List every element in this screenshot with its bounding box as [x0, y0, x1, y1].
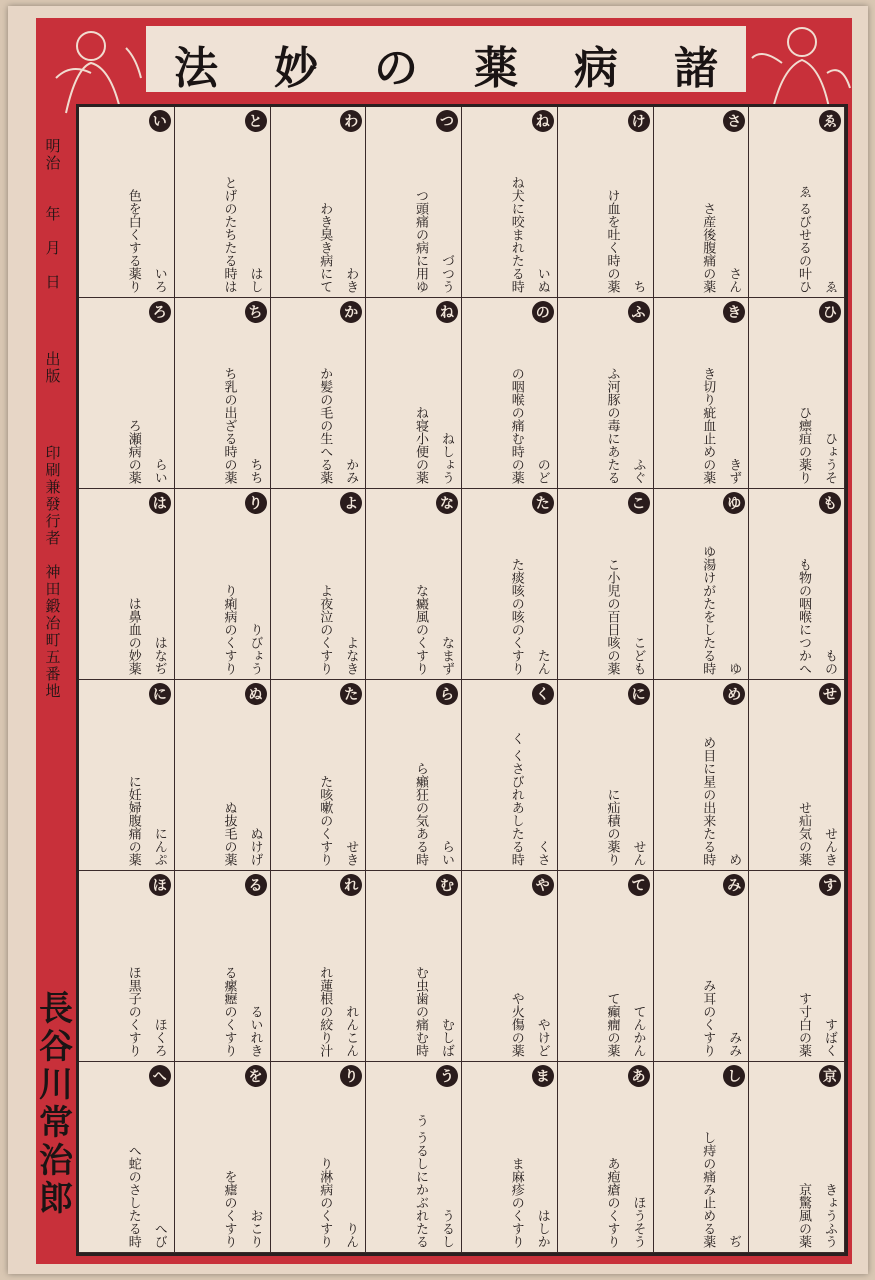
- remedy-text: む虫歯の痛む時: [413, 966, 428, 1057]
- remedy-furigana: いろ: [151, 267, 167, 293]
- remedy-furigana: ほくろ: [151, 1018, 167, 1057]
- remedy-cell: [558, 871, 654, 1062]
- remedy-cell: [366, 489, 462, 680]
- remedy-furigana: わき: [343, 267, 359, 293]
- remedy-cell: [175, 107, 271, 298]
- remedy-furigana: おこり: [247, 1209, 263, 1248]
- poster-sheet: [8, 6, 868, 1274]
- iroha-index-badge: ろ: [149, 301, 171, 323]
- remedy-text: ひ瘭疽の薬り: [796, 406, 811, 484]
- remedy-furigana: きょうふう: [822, 1183, 837, 1248]
- remedy-text: あ疱瘡のくすり: [604, 1157, 620, 1248]
- remedy-furigana: たん: [534, 649, 550, 675]
- remedy-cell: [366, 107, 462, 298]
- cherub-illustration-left: [36, 18, 146, 118]
- iroha-index-badge: む: [436, 874, 458, 896]
- remedy-cell: [654, 871, 750, 1062]
- remedy-text: や火傷の薬: [508, 992, 524, 1057]
- remedy-furigana: せき: [343, 840, 359, 866]
- remedy-cell: [271, 871, 367, 1062]
- iroha-index-badge: に: [628, 683, 650, 705]
- iroha-index-badge: ぬ: [245, 683, 267, 705]
- remedy-furigana: ぬけげ: [247, 827, 263, 866]
- remedy-text: ね犬に咬まれたる時: [508, 176, 524, 293]
- iroha-index-badge: ち: [245, 301, 267, 323]
- remedy-text: う うるしにかぶれたる: [413, 1113, 428, 1248]
- iroha-index-badge: た: [340, 683, 362, 705]
- remedy-text: さ産後腹痛の薬: [700, 202, 716, 293]
- iroha-index-badge: た: [532, 492, 554, 514]
- remedy-grid: [76, 104, 848, 1256]
- remedy-text: き切り疵血止めの薬: [700, 367, 716, 484]
- remedy-cell: [175, 298, 271, 489]
- remedy-cell: [366, 871, 462, 1062]
- remedy-furigana: づつう: [439, 254, 454, 293]
- iroha-index-badge: り: [245, 492, 267, 514]
- remedy-furigana: ひょうそ: [822, 432, 837, 484]
- remedy-text: け血を吐く時の薬: [604, 189, 620, 293]
- iroha-index-badge: め: [723, 683, 745, 705]
- iroha-index-badge: よ: [340, 492, 362, 514]
- remedy-text: ち乳の出ざる時の薬: [221, 367, 237, 484]
- remedy-text: ら癩狂の気ある時: [413, 762, 428, 866]
- remedy-text: り痢病のくすり: [221, 584, 237, 675]
- iroha-index-badge: の: [532, 301, 554, 323]
- remedy-furigana: ねしょう: [439, 432, 454, 484]
- remedy-furigana: きず: [726, 458, 742, 484]
- remedy-furigana: せんき: [822, 827, 837, 866]
- remedy-cell: [462, 1062, 558, 1253]
- remedy-furigana: よなき: [343, 636, 359, 675]
- remedy-text: ま麻疹のくすり: [508, 1157, 524, 1248]
- remedy-furigana: ゆ: [726, 662, 742, 675]
- remedy-cell: [271, 680, 367, 871]
- remedy-text: ろ瀬病の薬: [125, 419, 141, 484]
- remedy-text: て癲癇の薬: [604, 992, 620, 1057]
- iroha-index-badge: ふ: [628, 301, 650, 323]
- iroha-index-badge: き: [723, 301, 745, 323]
- iroha-index-badge: て: [628, 874, 650, 896]
- remedy-furigana: いぬ: [534, 267, 550, 293]
- remedy-furigana: むしば: [439, 1018, 454, 1057]
- remedy-cell: [654, 680, 750, 871]
- iroha-index-badge: い: [149, 110, 171, 132]
- remedy-cell: [175, 871, 271, 1062]
- title-char: 薬: [474, 43, 518, 94]
- remedy-text: ぬ抜毛の薬: [221, 801, 237, 866]
- remedy-cell: [271, 298, 367, 489]
- remedy-text: 色を白くする薬り: [125, 189, 141, 293]
- remedy-text: せ疝気の薬: [796, 801, 811, 866]
- iroha-index-badge: れ: [340, 874, 362, 896]
- remedy-cell: [749, 871, 845, 1062]
- remedy-text: とげのたちたる時は: [221, 176, 237, 293]
- title-char: 法: [174, 43, 218, 94]
- title-char: の: [374, 43, 418, 94]
- remedy-furigana: ふぐ: [630, 458, 646, 484]
- remedy-cell: [79, 871, 175, 1062]
- remedy-text: ふ河豚の毒にあたる: [604, 367, 620, 484]
- remedy-furigana: くさ: [534, 840, 550, 866]
- remedy-furigana: るいれき: [247, 1005, 263, 1057]
- remedy-cell: [79, 298, 175, 489]
- remedy-furigana: りん: [343, 1222, 359, 1248]
- remedy-cell: [462, 489, 558, 680]
- remedy-cell: [558, 107, 654, 298]
- remedy-cell: [462, 871, 558, 1062]
- remedy-text: め目に星の出来たる時: [700, 736, 716, 866]
- title-char: 妙: [274, 43, 318, 94]
- iroha-index-badge: う: [436, 1065, 458, 1087]
- remedy-text: を瘧のくすり: [221, 1170, 237, 1248]
- remedy-cell: [366, 298, 462, 489]
- iroha-index-badge: と: [245, 110, 267, 132]
- remedy-furigana: ちち: [247, 458, 263, 484]
- title-char: 病: [574, 43, 618, 94]
- remedy-cell: [749, 680, 845, 871]
- iroha-index-badge: る: [245, 874, 267, 896]
- remedy-furigana: ぢ: [726, 1235, 742, 1248]
- iroha-index-badge: ほ: [149, 874, 171, 896]
- remedy-text: か髪の毛の生へる薬: [317, 367, 333, 484]
- remedy-text: す寸白の薬: [796, 992, 811, 1057]
- cherub-illustration-right: [742, 18, 852, 118]
- remedy-text: は鼻血の妙薬: [125, 597, 141, 675]
- remedy-text: れ蓮根の絞り汁: [317, 966, 333, 1057]
- remedy-furigana: はなぢ: [151, 636, 167, 675]
- remedy-cell: [654, 298, 750, 489]
- remedy-cell: [271, 1062, 367, 1253]
- remedy-cell: [558, 489, 654, 680]
- publisher-name: 長谷川常治郎: [32, 990, 73, 1218]
- remedy-cell: [462, 298, 558, 489]
- remedy-furigana: らい: [151, 458, 167, 484]
- remedy-text: よ夜泣のくすり: [317, 584, 333, 675]
- remedy-furigana: りびょう: [247, 623, 263, 675]
- iroha-index-badge: ひ: [819, 301, 841, 323]
- remedy-cell: [749, 1062, 845, 1253]
- iroha-index-badge: さ: [723, 110, 745, 132]
- remedy-text: に妊婦腹痛の薬: [125, 775, 141, 866]
- remedy-furigana: め: [726, 853, 742, 866]
- printer-line: 印刷兼發行者 神田鍛冶町五番地: [43, 445, 62, 700]
- remedy-text: ゆ湯けがたをしたる時: [700, 545, 716, 675]
- remedy-text: く くさびれあしたる時: [508, 731, 524, 866]
- iroha-index-badge: へ: [149, 1065, 171, 1087]
- remedy-text: た咳嗽のくすり: [317, 775, 333, 866]
- remedy-text: ゑ るびせるの叶ひ: [796, 184, 811, 293]
- remedy-text: こ小児の百日咳の薬: [604, 558, 620, 675]
- remedy-furigana: せん: [630, 840, 646, 866]
- red-frame: [32, 18, 852, 1264]
- remedy-cell: [462, 680, 558, 871]
- iroha-index-badge: あ: [628, 1065, 650, 1087]
- side-imprint: [32, 138, 73, 1258]
- remedy-text: な癜風のくすり: [413, 584, 428, 675]
- remedy-furigana: はしか: [534, 1209, 550, 1248]
- iroha-index-badge: く: [532, 683, 554, 705]
- iroha-index-badge: み: [723, 874, 745, 896]
- remedy-furigana: みみ: [726, 1031, 742, 1057]
- iroha-index-badge: ゑ: [819, 110, 841, 132]
- publication-label: 出版: [43, 351, 62, 385]
- remedy-cell: [271, 107, 367, 298]
- remedy-furigana: すばく: [822, 1018, 837, 1057]
- remedy-text: ほ黒子のくすり: [125, 966, 141, 1057]
- remedy-cell: [79, 1062, 175, 1253]
- remedy-furigana: にんぷ: [151, 827, 167, 866]
- remedy-cell: [79, 489, 175, 680]
- remedy-cell: [462, 107, 558, 298]
- remedy-cell: [558, 680, 654, 871]
- iroha-index-badge: ま: [532, 1065, 554, 1087]
- remedy-cell: [654, 107, 750, 298]
- remedy-cell: [175, 680, 271, 871]
- remedy-cell: [749, 107, 845, 298]
- remedy-text: へ蛇のさしたる時: [125, 1144, 141, 1248]
- remedy-text: わき臭き病にて: [317, 202, 333, 293]
- remedy-cell: [558, 298, 654, 489]
- iroha-index-badge: ゆ: [723, 492, 745, 514]
- remedy-furigana: やけど: [534, 1018, 550, 1057]
- iroha-index-badge: ね: [532, 110, 554, 132]
- remedy-cell: [749, 489, 845, 680]
- remedy-text: し痔の痛み止める薬: [700, 1131, 716, 1248]
- remedy-furigana: もの: [822, 649, 837, 675]
- remedy-furigana: ゑ: [822, 280, 837, 293]
- remedy-cell: [749, 298, 845, 489]
- remedy-furigana: のど: [534, 458, 550, 484]
- remedy-cell: [271, 489, 367, 680]
- iroha-index-badge: つ: [436, 110, 458, 132]
- iroha-index-badge: や: [532, 874, 554, 896]
- iroha-index-badge: り: [340, 1065, 362, 1087]
- remedy-text: の咽喉の痛む時の薬: [508, 367, 524, 484]
- remedy-furigana: さん: [726, 267, 742, 293]
- iroha-index-badge: な: [436, 492, 458, 514]
- iroha-index-badge: 京: [819, 1065, 841, 1087]
- iroha-index-badge: も: [819, 492, 841, 514]
- iroha-index-badge: ね: [436, 301, 458, 323]
- iroha-index-badge: を: [245, 1065, 267, 1087]
- remedy-text: り淋病のくすり: [317, 1157, 333, 1248]
- remedy-furigana: ほうそう: [630, 1196, 646, 1248]
- remedy-text: も物の咽喉につかへ: [796, 558, 811, 675]
- remedy-cell: [79, 680, 175, 871]
- remedy-cell: [558, 1062, 654, 1253]
- remedy-text: に疝積の薬り: [604, 788, 620, 866]
- remedy-cell: [175, 1062, 271, 1253]
- remedy-furigana: はし: [247, 267, 263, 293]
- remedy-cell: [79, 107, 175, 298]
- iroha-index-badge: け: [628, 110, 650, 132]
- iroha-index-badge: か: [340, 301, 362, 323]
- remedy-text: る瘰癧のくすり: [221, 966, 237, 1057]
- remedy-furigana: こども: [630, 636, 646, 675]
- remedy-text: 京驚風の薬: [796, 1183, 811, 1248]
- remedy-cell: [654, 1062, 750, 1253]
- iroha-index-badge: は: [149, 492, 171, 514]
- iroha-index-badge: に: [149, 683, 171, 705]
- remedy-furigana: かみ: [343, 458, 359, 484]
- remedy-furigana: てんかん: [630, 1005, 646, 1057]
- iroha-index-badge: せ: [819, 683, 841, 705]
- iroha-index-badge: ら: [436, 683, 458, 705]
- remedy-text: ね寝小便の薬: [413, 406, 428, 484]
- remedy-text: み耳のくすり: [700, 979, 716, 1057]
- iroha-index-badge: わ: [340, 110, 362, 132]
- remedy-cell: [366, 1062, 462, 1253]
- remedy-cell: [175, 489, 271, 680]
- date-line: 明治 年 月 日: [43, 138, 62, 291]
- title-char: 諸: [674, 43, 718, 94]
- remedy-furigana: らい: [439, 840, 454, 866]
- iroha-index-badge: す: [819, 874, 841, 896]
- iroha-index-badge: こ: [628, 492, 650, 514]
- page-title: [146, 32, 746, 96]
- remedy-cell: [366, 680, 462, 871]
- remedy-furigana: れんこん: [343, 1005, 359, 1057]
- remedy-furigana: へび: [151, 1222, 167, 1248]
- remedy-furigana: なまず: [439, 636, 454, 675]
- iroha-index-badge: し: [723, 1065, 745, 1087]
- remedy-text: つ頭痛の病に用ゆ: [413, 189, 428, 293]
- title-band: [146, 26, 746, 92]
- remedy-furigana: ち: [630, 280, 646, 293]
- remedy-text: た痰咳の咳のくすり: [508, 558, 524, 675]
- remedy-furigana: うるし: [439, 1209, 454, 1248]
- remedy-cell: [654, 489, 750, 680]
